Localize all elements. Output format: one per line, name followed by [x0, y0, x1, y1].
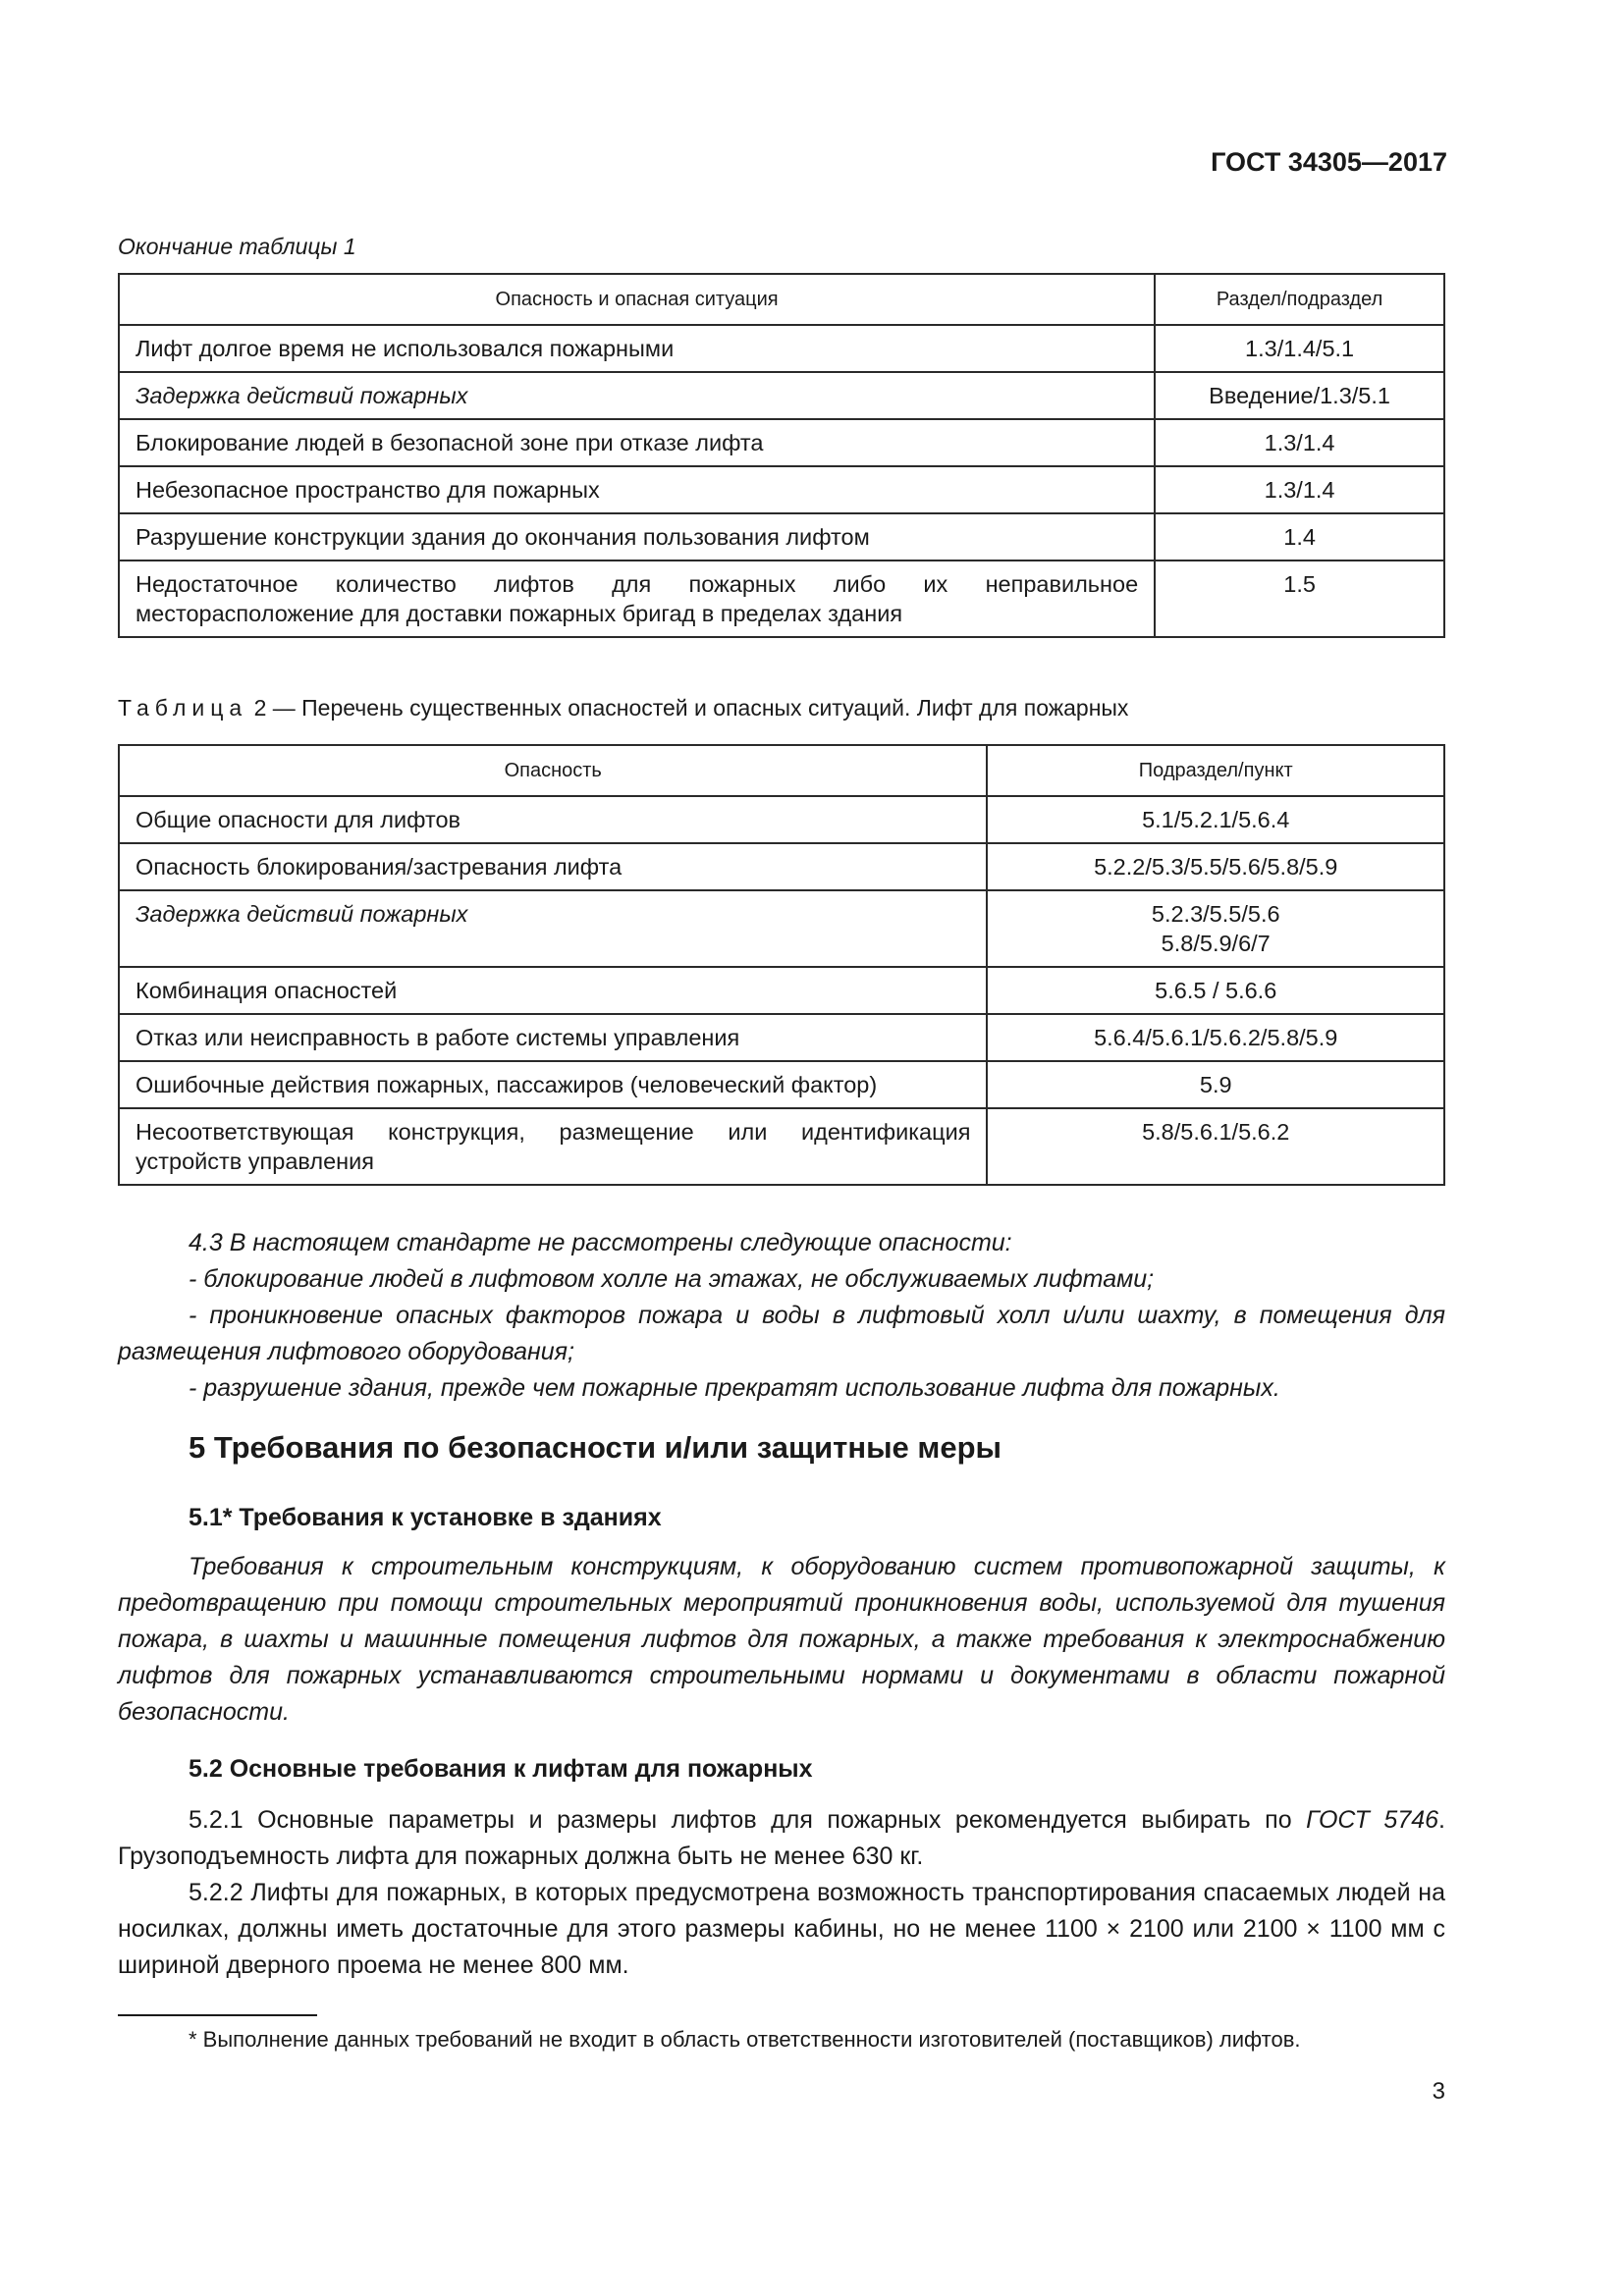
ref-cell: 5.2.2/5.3/5.5/5.6/5.8/5.9	[987, 843, 1444, 890]
table-header-cell: Раздел/подраздел	[1155, 274, 1444, 325]
hazard-cell: Опасность блокирования/застревания лифта	[119, 843, 987, 890]
ref-cell: Введение/1.3/5.1	[1155, 372, 1444, 419]
hazard-cell: Лифт долгое время не использовался пожарными	[119, 325, 1155, 372]
table2-caption-label: Таблица	[118, 695, 248, 721]
hazard-cell: Несоответствующая конструкция, размещение или идентификация устройств управления	[119, 1108, 987, 1185]
section-5-2-heading: 5.2 Основные требования к лифтам для пожарных	[189, 1755, 813, 1783]
hazard-cell: Задержка действий пожарных	[119, 372, 1155, 419]
section-4-3	[118, 1225, 1445, 1407]
document-code: ГОСТ 34305—2017	[1211, 147, 1447, 177]
section-5-heading: 5 Требования по безопасности и/или защитные меры	[189, 1430, 1001, 1465]
hazard-cell: Небезопасное пространство для пожарных	[119, 466, 1155, 513]
ref-cell: 5.8/5.6.1/5.6.2	[987, 1108, 1444, 1185]
section-4-3-item: - разрушение здания, прежде чем пожарные прекратят использование лифта для пожарных.	[189, 1374, 1280, 1402]
table-row	[119, 890, 1444, 967]
ref-cell: 1.4	[1155, 513, 1444, 561]
table-header-cell: Подраздел/пункт	[987, 745, 1444, 796]
table2-caption-text: 2 — Перечень существенных опасностей и опасных ситуаций. Лифт для пожарных	[253, 695, 1129, 721]
section-4-3-lead: 4.3 В настоящем стандарте не рассмотрены следующие опасности:	[189, 1229, 1012, 1256]
section-5-1-text: Требования к строительным конструкциям, к оборудованию систем противопожарной защиты, к предотвращению при помощи строительных мероприятий проникновения воды, используемой для тушения пожара, в шахты и машинные помещения лифтов для пожарных, а также требования к электроснабжению лифтов для пожарных устанавливаются строительными нормами и документами в области пожарной безопасности.	[118, 1553, 1445, 1726]
paragraph-5-2-1-tail: . Грузоподъемность лифта для пожарных должна быть не менее 630 кг.	[118, 1806, 1445, 1870]
page-number: 3	[1432, 2078, 1445, 2105]
paragraph-5-2-2: 5.2.2 Лифты для пожарных, в которых предусмотрена возможность транспортирования спасаемых людей на носилках, должны иметь достаточные для этого размеры кабины, но не менее 1100 × 2100 или 2100 × 1100 мм с шириной дверного проема не менее 800 мм.	[118, 1879, 1445, 1979]
table-header-cell: Опасность и опасная ситуация	[119, 274, 1155, 325]
table-row	[119, 466, 1444, 513]
table-row	[119, 419, 1444, 466]
ref-cell: 1.3/1.4	[1155, 466, 1444, 513]
ref-line: 5.2.3/5.5/5.6	[1151, 901, 1280, 927]
ref-cell: 5.1/5.2.1/5.6.4	[987, 796, 1444, 843]
ref-cell: 5.6.5 / 5.6.6	[987, 967, 1444, 1014]
table-row	[119, 1108, 1444, 1185]
hazard-cell: Отказ или неисправность в работе системы управления	[119, 1014, 987, 1061]
table2-caption	[118, 695, 1128, 721]
ref-cell: 5.9	[987, 1061, 1444, 1108]
table-header-cell: Опасность	[119, 745, 987, 796]
hazard-cell: Комбинация опасностей	[119, 967, 987, 1014]
hazard-cell: Общие опасности для лифтов	[119, 796, 987, 843]
table2	[118, 744, 1445, 1186]
footnote-divider	[118, 2014, 317, 2016]
hazard-cell: Недостаточное количество лифтов для пожарных либо их неправильное месторасположение для доставки пожарных бригад в пределах здания	[119, 561, 1155, 637]
ref-cell: 5.6.4/5.6.1/5.6.2/5.8/5.9	[987, 1014, 1444, 1061]
table-header-row	[119, 745, 1444, 796]
paragraph-5-2-1	[118, 1802, 1445, 1875]
footnote: * Выполнение данных требований не входит в область ответственности изготовителей (поставщиков) лифтов.	[189, 2027, 1301, 2052]
hazard-cell: Разрушение конструкции здания до окончания пользования лифтом	[119, 513, 1155, 561]
ref-cell	[987, 890, 1444, 967]
ref-cell: 1.5	[1155, 561, 1444, 637]
ref-line: 5.8/5.9/6/7	[1161, 931, 1271, 956]
section-5-1-heading: 5.1* Требования к установке в зданиях	[189, 1504, 662, 1531]
table-row	[119, 1061, 1444, 1108]
table-row	[119, 325, 1444, 372]
table-header-row	[119, 274, 1444, 325]
table-row	[119, 372, 1444, 419]
hazard-cell: Ошибочные действия пожарных, пассажиров (человеческий фактор)	[119, 1061, 987, 1108]
gost-reference-link[interactable]: ГОСТ 5746	[1306, 1806, 1439, 1834]
ref-cell: 1.3/1.4	[1155, 419, 1444, 466]
table-row	[119, 843, 1444, 890]
section-4-3-item: - проникновение опасных факторов пожара и воды в лифтовый холл и/или шахту, в помещения для размещения лифтового оборудования;	[118, 1302, 1445, 1365]
table-row	[119, 967, 1444, 1014]
paragraph-5-2-1-text: 5.2.1 Основные параметры и размеры лифтов для пожарных рекомендуется выбирать по	[189, 1806, 1292, 1834]
table1	[118, 273, 1445, 638]
section-4-3-item: - блокирование людей в лифтовом холле на этажах, не обслуживаемых лифтами;	[189, 1265, 1155, 1293]
ref-cell: 1.3/1.4/5.1	[1155, 325, 1444, 372]
hazard-cell: Задержка действий пожарных	[119, 890, 987, 967]
hazard-cell: Блокирование людей в безопасной зоне при отказе лифта	[119, 419, 1155, 466]
table-row	[119, 1014, 1444, 1061]
table-row	[119, 513, 1444, 561]
table-row	[119, 561, 1444, 637]
table1-caption: Окончание таблицы 1	[118, 234, 356, 259]
table-row	[119, 796, 1444, 843]
